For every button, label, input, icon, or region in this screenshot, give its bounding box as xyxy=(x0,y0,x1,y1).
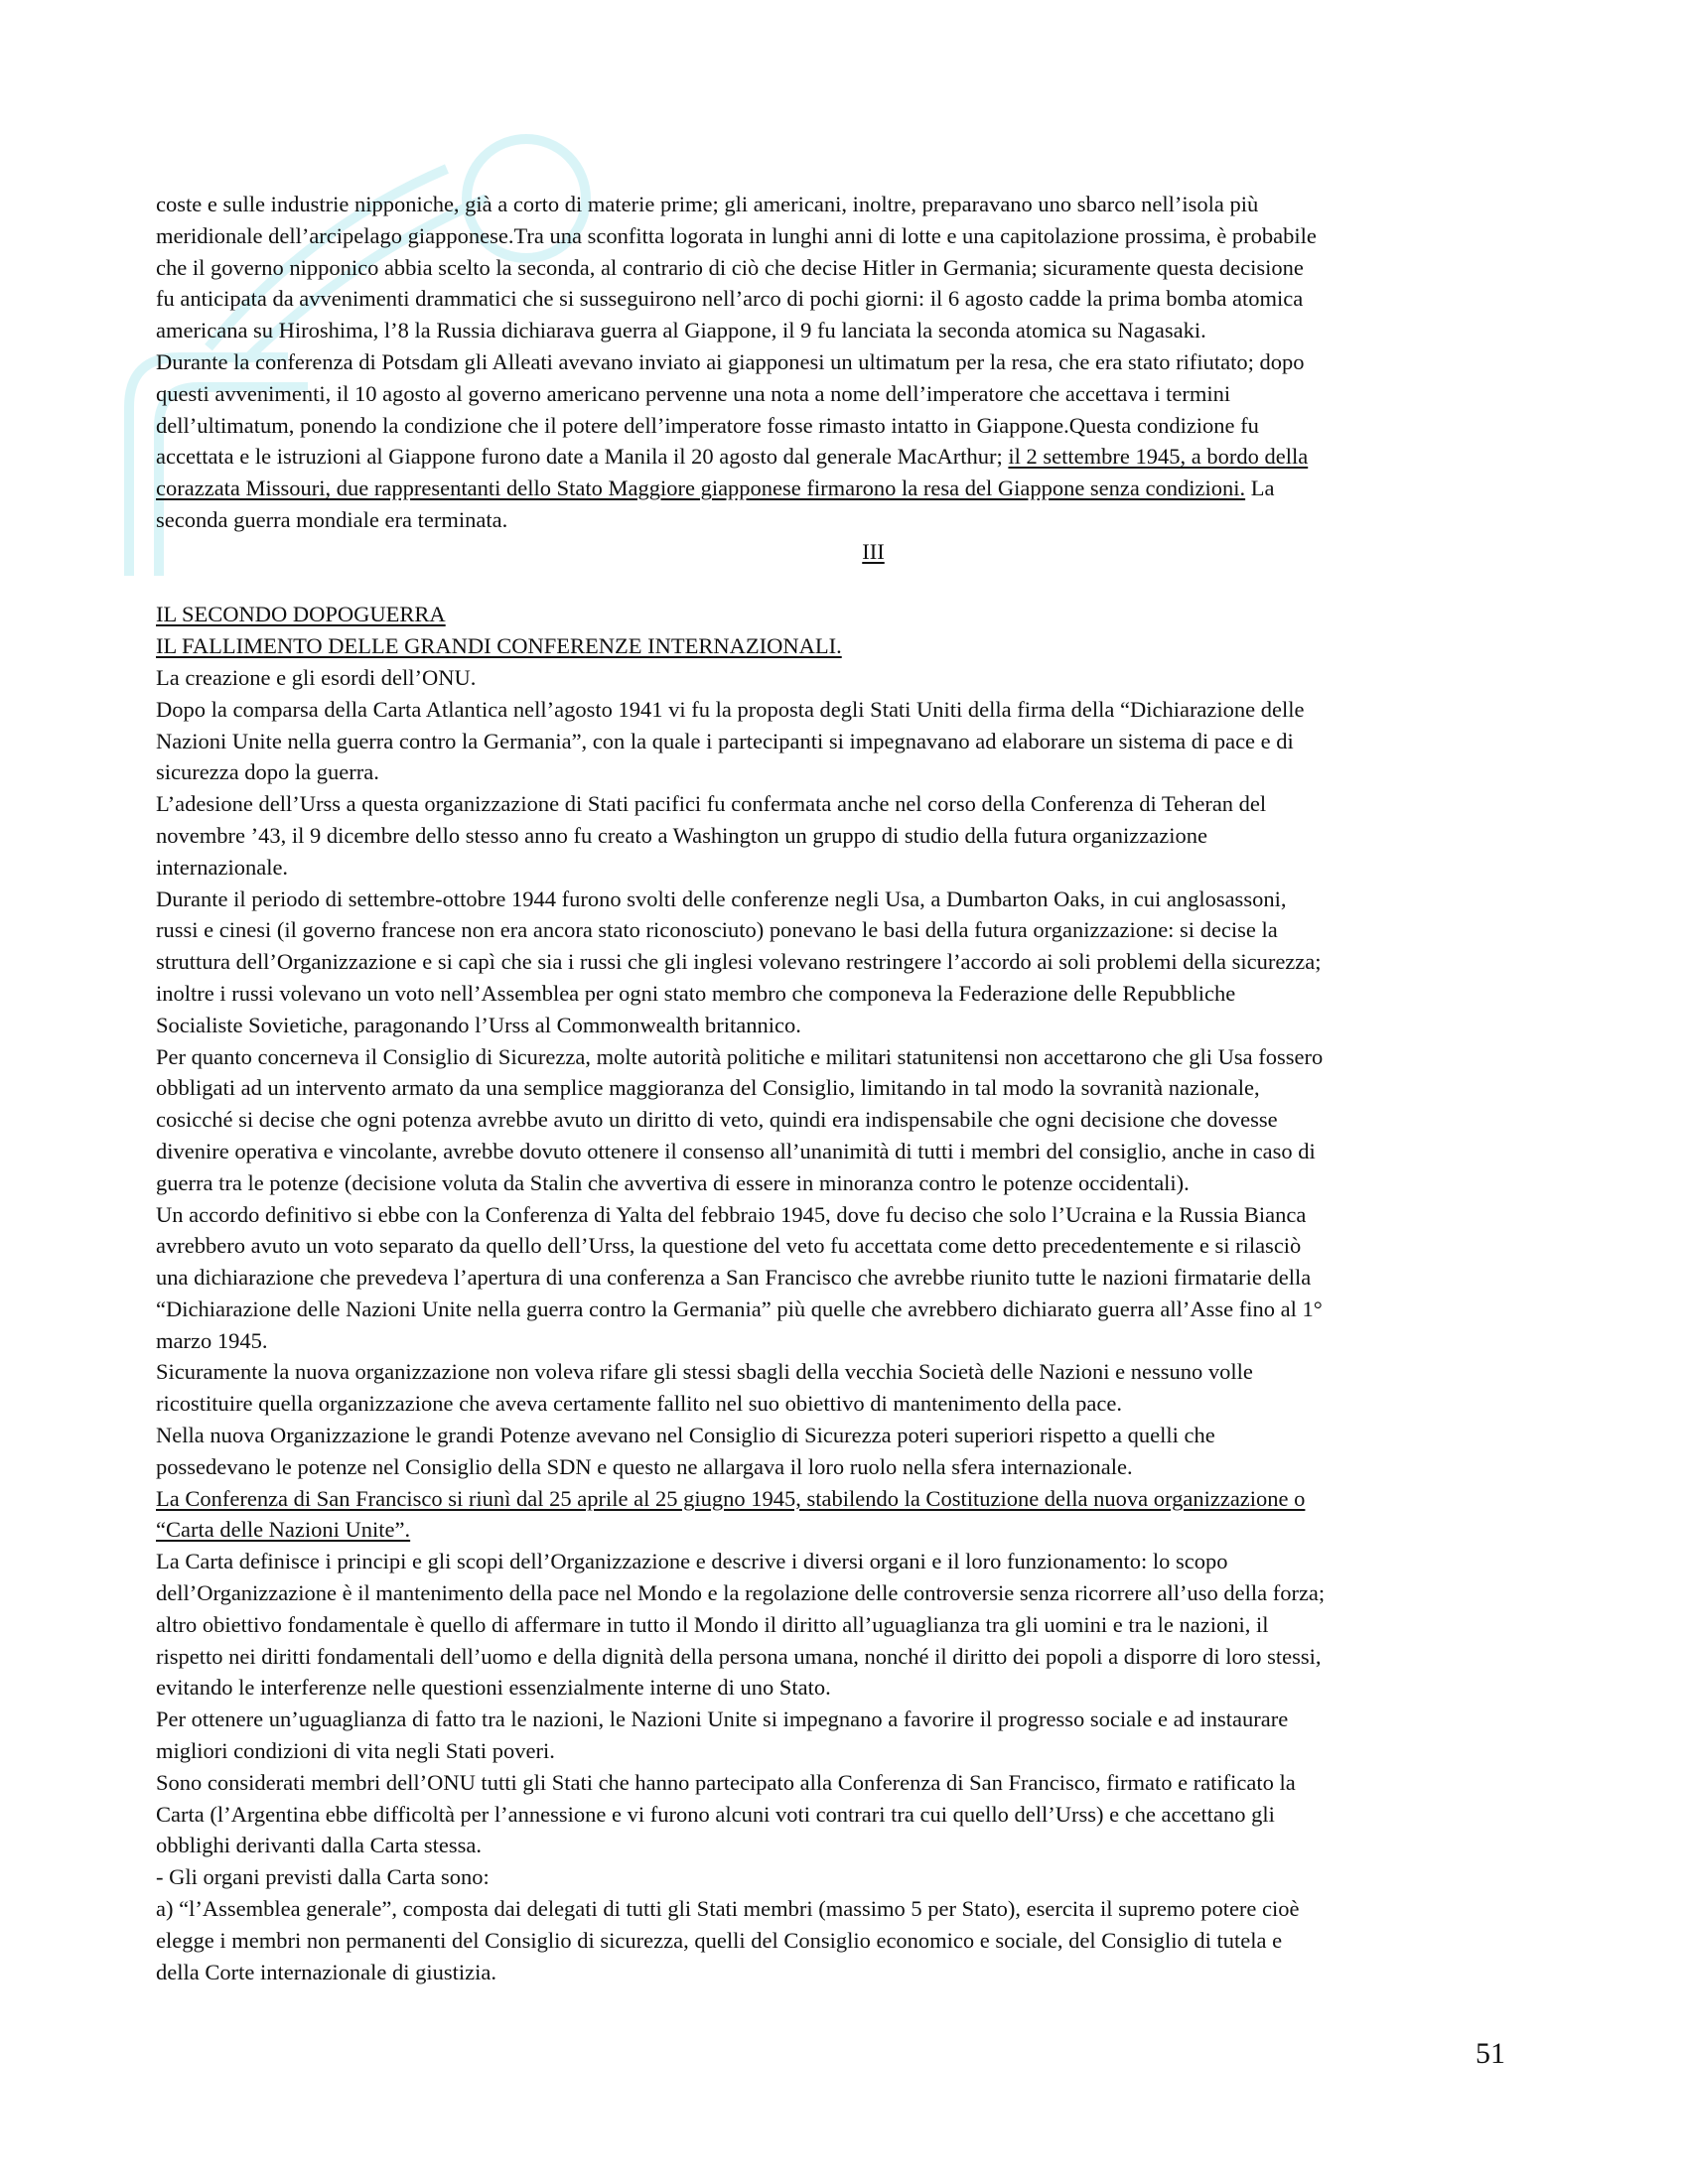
text-span: Durante la conferenza di Potsdam gli Alleati avevano inviato ai giapponesi un ultimatum per la resa, che era stato rifiutato; dopo xyxy=(156,348,1305,374)
text-span: divenire operativa e vincolante, avrebbe dovuto ottenere il consenso all’unanimità di tutti i membri del consiglio, anche in caso di xyxy=(156,1138,1316,1163)
text-span: fu anticipata da avvenimenti drammatici che si susseguirono nell’arco di pochi giorni: il 6 agosto cadde la prima bomba atomica xyxy=(156,286,1304,312)
text-span: Nazioni Unite nella guerra contro la Germania”, con la quale i partecipanti si impegnavano ad elaborare un sistema di pace e di xyxy=(156,728,1294,753)
text-line xyxy=(156,599,1591,630)
text-line xyxy=(156,1420,1591,1451)
text-line xyxy=(156,1072,1591,1104)
text-line xyxy=(156,1230,1591,1262)
text-line xyxy=(156,1767,1591,1799)
text-span: Per quanto concerneva il Consiglio di Sicurezza, molte autorità politiche e militari statunitensi non accettarono che gli Usa fossero xyxy=(156,1043,1324,1069)
text-line xyxy=(156,788,1591,820)
text-line xyxy=(156,1704,1591,1735)
text-line xyxy=(156,1925,1591,1957)
text-line xyxy=(156,536,1591,568)
text-span: ricostituire quella organizzazione che aveva certamente fallito nel suo obiettivo di mantenimento della pace. xyxy=(156,1391,1122,1417)
text-line xyxy=(156,473,1591,504)
text-line xyxy=(156,852,1591,884)
text-span: Nella nuova Organizzazione le grandi Potenze avevano nel Consiglio di Sicurezza poteri superiori rispetto a quelli che xyxy=(156,1423,1215,1448)
text-line xyxy=(156,1609,1591,1641)
text-line xyxy=(156,1672,1591,1704)
text-span: dell’Organizzazione è il mantenimento della pace nel Mondo e la regolazione delle controversie senza ricorrere all’uso della forza; xyxy=(156,1580,1326,1606)
blank-line xyxy=(156,568,1591,600)
text-span: migliori condizioni di vita negli Stati poveri. xyxy=(156,1738,555,1764)
text-span: L’adesione dell’Urss a questa organizzazione di Stati pacifici fu confermata anche nel corso della Conferenza di Teheran del xyxy=(156,791,1267,817)
text-span: sicurezza dopo la guerra. xyxy=(156,759,379,785)
text-line xyxy=(156,441,1591,473)
text-span: marzo 1945. xyxy=(156,1327,268,1353)
text-line xyxy=(156,1799,1591,1831)
text-span: evitando le interferenze nelle questioni essenzialmente interne di uno Stato. xyxy=(156,1675,831,1701)
text-line xyxy=(156,1262,1591,1294)
text-line xyxy=(156,694,1591,726)
text-line xyxy=(156,1735,1591,1767)
text-line xyxy=(156,1483,1591,1515)
document-body xyxy=(156,189,1591,1987)
text-span: novembre ’43, il 9 dicembre dello stesso anno fu creato a Washington un gruppo di studio della futura organizzazione xyxy=(156,822,1207,848)
underlined-text: corazzata Missouri, due rappresentanti dello Stato Maggiore giapponese firmarono la resa del Giappone senza condizioni. xyxy=(156,476,1246,501)
text-line xyxy=(156,662,1591,694)
text-span: accettata e le istruzioni al Giappone furono date a Manila il 20 agosto dal generale MacArthur; xyxy=(156,444,1009,470)
text-span: dell’ultimatum, ponendo la condizione che il potere dell’imperatore fosse rimasto intatto in Giappone.Questa condizione fu xyxy=(156,412,1259,438)
text-span: Carta (l’Argentina ebbe difficoltà per l’annessione e vi furono alcuni voti contrari tra cui quello dell’Urss) e che accettano gli xyxy=(156,1801,1275,1827)
text-line xyxy=(156,1104,1591,1136)
text-span: Sicuramente la nuova organizzazione non voleva rifare gli stessi sbagli della vecchia Società delle Nazioni e nessuno volle xyxy=(156,1359,1253,1385)
text-span: Un accordo definitivo si ebbe con la Conferenza di Yalta del febbraio 1945, dove fu deciso che solo l’Ucraina e la Russia Bianca xyxy=(156,1201,1307,1227)
text-line xyxy=(156,189,1591,220)
text-line xyxy=(156,756,1591,788)
text-span: internazionale. xyxy=(156,854,289,880)
text-line xyxy=(156,315,1591,346)
text-line xyxy=(156,1514,1591,1546)
text-line xyxy=(156,1041,1591,1073)
underlined-text: il 2 settembre 1945, a bordo della xyxy=(1008,444,1309,470)
underlined-text: La Conferenza di San Francisco si riunì dal 25 aprile al 25 giugno 1945, stabilendo la Costituzione della nuova organizzazione o xyxy=(156,1485,1306,1511)
text-line xyxy=(156,1830,1591,1861)
text-span: La Carta definisce i principi e gli scopi dell’Organizzazione e descrive i diversi organi e il loro funzionamento: lo scopo xyxy=(156,1549,1228,1574)
text-line xyxy=(156,1577,1591,1609)
text-span: questi avvenimenti, il 10 agosto al governo americano pervenne una nota a nome dell’imperatore che accettava i termini xyxy=(156,380,1231,406)
text-line xyxy=(156,914,1591,946)
text-span: Dopo la comparsa della Carta Atlantica nell’agosto 1941 vi fu la proposta degli Stati Uniti della firma della “Dichiarazione delle xyxy=(156,696,1305,722)
text-span: possedevano le potenze nel Consiglio della SDN e questo ne allargava il loro ruolo nella sfera internazionale. xyxy=(156,1453,1133,1479)
text-line xyxy=(156,1136,1591,1167)
text-line xyxy=(156,1294,1591,1325)
underlined-text: IL FALLIMENTO DELLE GRANDI CONFERENZE INTERNAZIONALI. xyxy=(156,633,842,659)
text-span: struttura dell’Organizzazione e si capì che sia i russi che gli inglesi volevano restringere l’accordo ai soli problemi della sicurezza; xyxy=(156,949,1322,975)
text-span: La xyxy=(1245,476,1275,501)
text-span: meridionale dell’arcipelago giapponese.Tra una sconfitta logorata in lunghi anni di lotte e una capitolazione prossima, è probabile xyxy=(156,222,1317,248)
text-line xyxy=(156,1451,1591,1483)
text-line xyxy=(156,820,1591,852)
text-span: russi e cinesi (il governo francese non era ancora stato riconosciuto) ponevano le basi della futura organizzazione: si decise la xyxy=(156,917,1278,943)
underlined-text: III xyxy=(862,538,885,564)
text-span: - Gli organi previsti dalla Carta sono: xyxy=(156,1864,490,1890)
text-line xyxy=(156,283,1591,315)
text-span: altro obiettivo fondamentale è quello di affermare in tutto il Mondo il diritto all’uguaglianza tra gli uomini e tra le nazioni, il xyxy=(156,1611,1269,1637)
text-span: inoltre i russi volevano un voto nell’Assemblea per ogni stato membro che componeva la Federazione delle Repubbliche xyxy=(156,980,1236,1006)
text-span: Per ottenere un’uguaglianza di fatto tra le nazioni, le Nazioni Unite si impegnano a favorire il progresso sociale e ad instaurare xyxy=(156,1706,1289,1732)
text-line xyxy=(156,220,1591,252)
text-line xyxy=(156,630,1591,662)
text-line xyxy=(156,1957,1591,1988)
text-line xyxy=(156,378,1591,410)
text-line xyxy=(156,1388,1591,1420)
text-line xyxy=(156,1356,1591,1388)
text-span: della Corte internazionale di giustizia. xyxy=(156,1959,497,1984)
text-span: avrebbero avuto un voto separato da quello dell’Urss, la questione del veto fu accettata come detto precedentemente e si rilasciò xyxy=(156,1233,1302,1259)
text-span: obbligati ad un intervento armato da una semplice maggioranza del Consiglio, limitando in tal modo la sovranità nazionale, xyxy=(156,1075,1260,1101)
text-span: Durante il periodo di settembre-ottobre 1944 furono svolti delle conferenze negli Usa, a Dumbarton Oaks, in cui anglosassoni, xyxy=(156,886,1287,911)
underlined-text: IL SECONDO DOPOGUERRA xyxy=(156,602,446,627)
text-line xyxy=(156,1641,1591,1673)
text-line xyxy=(156,1167,1591,1199)
text-line xyxy=(156,346,1591,378)
text-line xyxy=(156,978,1591,1010)
underlined-text: “Carta delle Nazioni Unite”. xyxy=(156,1517,411,1543)
page-number: 51 xyxy=(1476,2037,1505,2070)
text-span: rispetto nei diritti fondamentali dell’uomo e della dignità della persona umana, nonché il diritto dei popoli a disporre di loro stessi, xyxy=(156,1643,1322,1669)
text-span: coste e sulle industrie nipponiche, già a corto di materie prime; gli americani, inoltre, preparavano uno sbarco nell’isola più xyxy=(156,192,1259,216)
text-span: elegge i membri non permanenti del Consiglio di sicurezza, quelli del Consiglio economico e sociale, del Consiglio di tutela e xyxy=(156,1927,1283,1953)
text-span: una dichiarazione che prevedeva l’apertura di una conferenza a San Francisco che avrebbe riunito tutte le nazioni firmatarie della xyxy=(156,1265,1312,1291)
text-span: seconda guerra mondiale era terminata. xyxy=(156,506,508,532)
text-span: che il governo nipponico abbia scelto la seconda, al contrario di ciò che decise Hitler in Germania; sicuramente questa decisione xyxy=(156,254,1304,280)
text-span: Socialiste Sovietiche, paragonando l’Urss al Commonwealth britannico. xyxy=(156,1012,801,1037)
text-line xyxy=(156,252,1591,284)
text-line xyxy=(156,726,1591,757)
text-span: La creazione e gli esordi dell’ONU. xyxy=(156,664,477,690)
text-line xyxy=(156,1546,1591,1577)
text-line xyxy=(156,1325,1591,1357)
text-line xyxy=(156,1199,1591,1231)
text-span: americana su Hiroshima, l’8 la Russia dichiarava guerra al Giappone, il 9 fu lanciata la seconda atomica su Nagasaki. xyxy=(156,318,1206,343)
text-line xyxy=(156,1893,1591,1925)
text-span: “Dichiarazione delle Nazioni Unite nella guerra contro la Germania” più quelle che avrebbero dichiarato guerra all’Asse fino al 1° xyxy=(156,1296,1323,1321)
text-line xyxy=(156,1861,1591,1893)
text-line xyxy=(156,884,1591,915)
text-span: Sono considerati membri dell’ONU tutti gli Stati che hanno partecipato alla Conferenza di San Francisco, firmato e ratificato la xyxy=(156,1769,1296,1795)
text-line xyxy=(156,1010,1591,1041)
text-span: obblighi derivanti dalla Carta stessa. xyxy=(156,1833,483,1858)
text-span: cosicché si decise che ogni potenza avrebbe avuto un diritto di veto, quindi era indispensabile che ogni decisione che dovesse xyxy=(156,1107,1278,1133)
text-line xyxy=(156,410,1591,442)
text-span: guerra tra le potenze (decisione voluta da Stalin che avvertiva di essere in minoranza contro le potenze occidentali). xyxy=(156,1169,1190,1195)
text-line xyxy=(156,946,1591,978)
text-line xyxy=(156,504,1591,536)
text-span: a) “l’Assemblea generale”, composta dai delegati di tutti gli Stati membri (massimo 5 per Stato), esercita il supremo potere cioè xyxy=(156,1896,1300,1922)
